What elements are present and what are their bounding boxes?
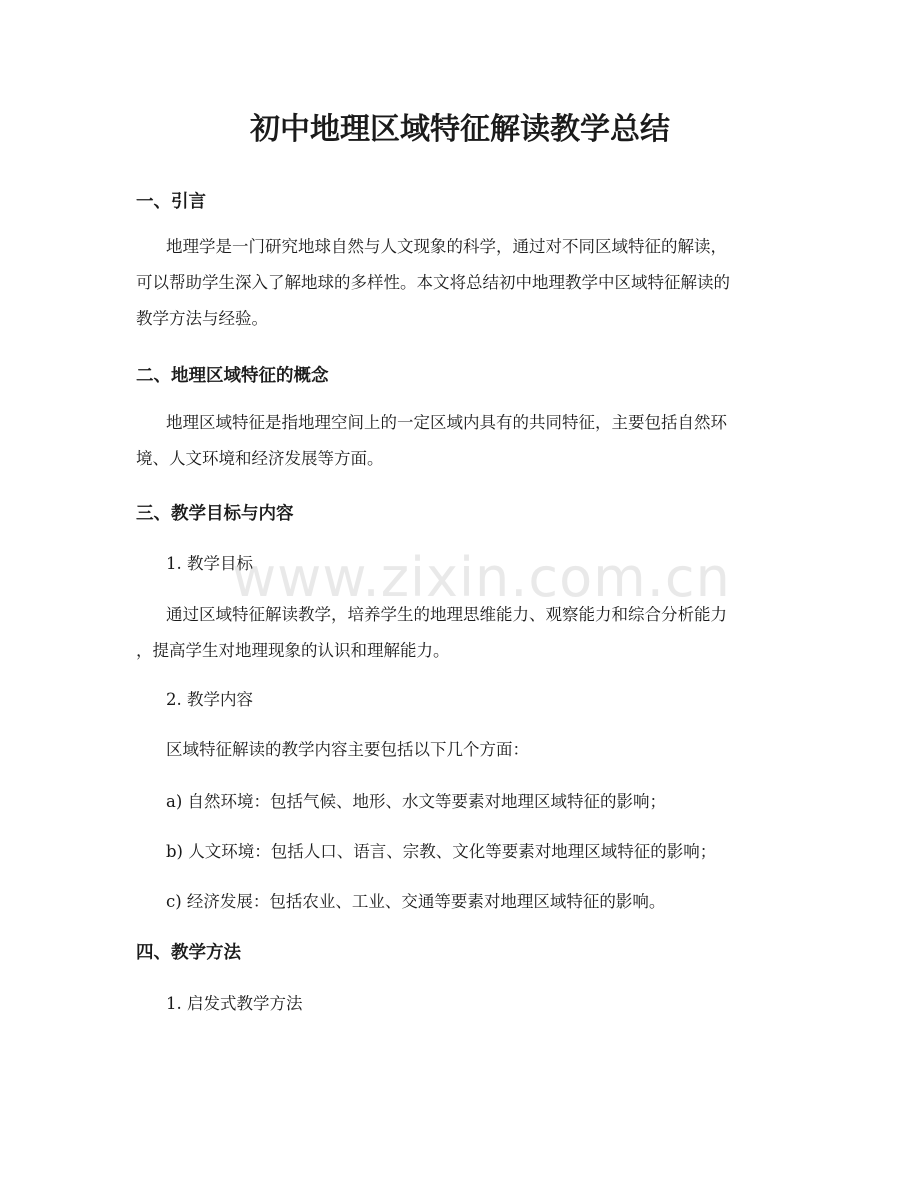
goals-paragraph-line-2: ，提高学生对地理现象的认识和理解能力。 — [136, 641, 450, 660]
intro-paragraph-line-3: 教学方法与经验。 — [136, 309, 268, 328]
intro-paragraph-line-1: 地理学是一门研究地球自然与人文现象的科学，通过对不同区域特征的解读， — [166, 237, 727, 256]
watermark: www.zixin.com.cn — [232, 546, 731, 609]
intro-paragraph-line-2: 可以帮助学生深入了解地球的多样性。本文将总结初中地理教学中区域特征解读的 — [136, 273, 730, 292]
content-item-c: c) 经济发展：包括农业、工业、交通等要素对地理区域特征的影响。 — [166, 892, 666, 911]
content-item-a: a) 自然环境：包括气候、地形、水文等要素对地理区域特征的影响； — [166, 792, 667, 811]
section-heading-intro: 一、引言 — [136, 192, 206, 212]
concept-paragraph-line-1: 地理区域特征是指地理空间上的一定区域内具有的共同特征，主要包括自然环 — [166, 413, 727, 432]
content-intro: 区域特征解读的教学内容主要包括以下几个方面： — [166, 740, 529, 759]
section-heading-methods: 四、教学方法 — [136, 943, 241, 963]
goals-subheading-2: 2. 教学内容 — [166, 690, 253, 709]
concept-paragraph-line-2: 境、人文环境和经济发展等方面。 — [136, 449, 384, 468]
document-title: 初中地理区域特征解读教学总结 — [250, 112, 670, 147]
section-heading-goals: 三、教学目标与内容 — [136, 504, 294, 524]
methods-subheading-1: 1. 启发式教学方法 — [166, 994, 303, 1013]
goals-subheading-1: 1. 教学目标 — [166, 554, 253, 573]
section-heading-concept: 二、地理区域特征的概念 — [136, 366, 329, 386]
goals-paragraph-line-1: 通过区域特征解读教学，培养学生的地理思维能力、观察能力和综合分析能力 — [166, 605, 727, 624]
content-item-b: b) 人文环境：包括人口、语言、宗教、文化等要素对地理区域特征的影响； — [166, 842, 717, 861]
